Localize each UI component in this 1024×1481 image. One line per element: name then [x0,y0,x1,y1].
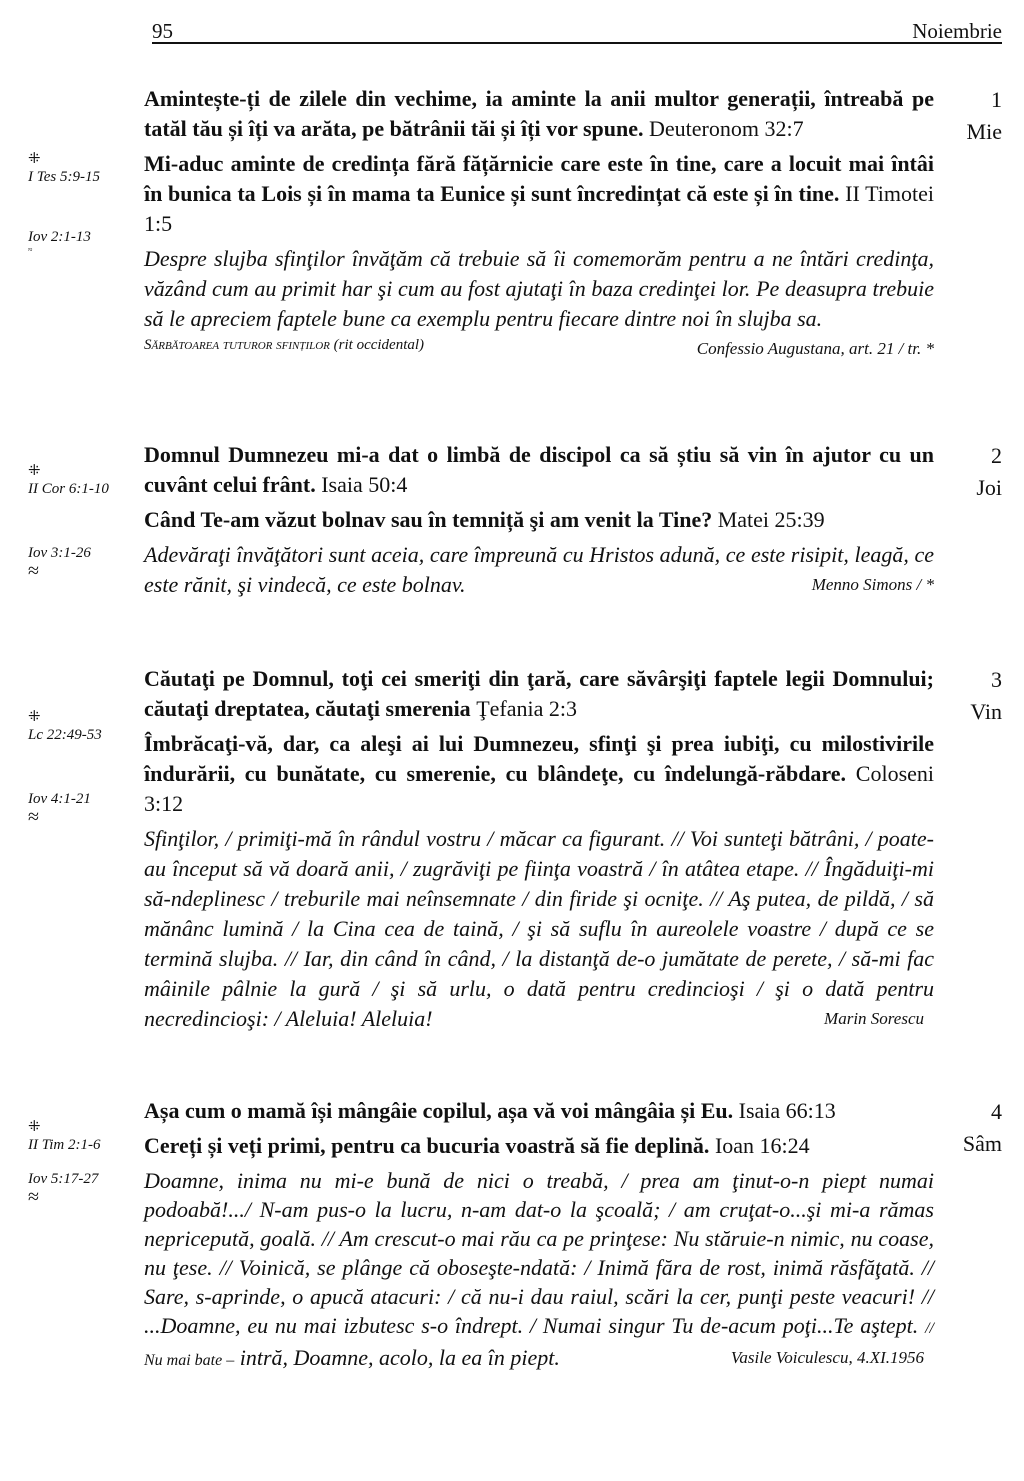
verse-source: Isaia 50:4 [321,472,408,497]
verse: Domnul Dumnezeu mi-a dat o limbă de discipol ca să știu să vin în ajutor cu un cuvânt celui frânt. Isaia 50:4 [144,442,934,497]
cross-icon: ⁜ [28,709,41,725]
approx-icon: ≈ [28,245,33,254]
verse: Cereți și veți primi, pentru ca bucuria voastră să fie deplină. Ioan 16:24 [144,1133,810,1158]
day-number: 4 [991,1099,1002,1124]
weekday: Joi [976,475,1002,500]
day-content [144,440,934,600]
side-readings [28,150,138,254]
verse-source: Coloseni 3:12 [144,761,935,816]
weekday: Mie [966,119,1002,144]
feast-label: Sărbătoarea tuturor sfinților (rit occidental) [144,337,425,353]
page-header [152,18,1002,44]
reading-ref: I Tes 5:9-15 [28,169,100,185]
verse-source: Deuteronom 32:7 [649,116,804,141]
verse-source: Ţefania 2:3 [476,696,577,721]
quote: Sfinţilor, / primiţi-mă în rândul vostru / măcar ca figurant. // Voi sunteţi bătrâni, / poate-au început să vă doară anii, / zugrăviţi pe fiinţa voastră / în atâtea etape. // Îngăduiţi-mi să-ndeplinesc / treburile mai neînsemnate / din firide şi ocniţe. // Aş putea, de pildă, / să mănânc lumină / la Cina cea de taină, / şi să suflu în aureolele voastre / după ce se termină slujba. // Iar, din când în când, / la distanţă de-o jumătate de perete, / să-mi fac mâinile pâlnie la gură / şi să urlu, o dată pentru credincioşi / şi o dată pentru necredincioşi: / Aleluia! Aleluia! Marin Sorescu [144,824,934,1034]
verse: Căutaţi pe Domnul, toţi cei smeriţi din ţară, care săvârşiţi faptele legii Domnului; căutaţi dreptatea, căutaţi smerenia Ţefania 2:3 [144,666,934,721]
approx-icon: ≈ [28,806,39,828]
page-number: 95 [152,19,173,43]
weekday: Vin [970,699,1002,724]
verse-source: II Timotei 1:5 [144,181,935,236]
quote: Doamne, inima nu mi-e bună de nici o treabă, / prea am ţinut-o-n piept numai podoabă!.../ N-am pus-o la lucru, n-am dat-o la şcoală; / am cruţat-o...şi mi-a rămas nepricepută, goală. // Am crescut-o mai rău ca pe prinţese: Nu stăruie-n nimic, nu coase, nu ţese. // Voinică, se plânge că oboseşte-ndată: / Inimă făra de rost, inimă răsfăţată. // Sare, s-aprinde, o apucă atacuri: / că nu-i dau raiul, scări la cer, punţi peste veacuri! // ...Doamne, eu nu mai izbutesc s-o îndrept. / Numai singur Tu de-acum poţi...Te aştept. // Nu mai bate – intră, Doamne, acolo, la ea în piept. Vasile Voiculescu, 4.XI.1956 [144,1168,934,1370]
day-content [144,1096,934,1375]
reading-ref: II Tim 2:1-6 [28,1137,101,1153]
approx-icon: ≈ [28,560,39,582]
cross-icon: ⁜ [28,463,41,479]
day-number: 3 [991,667,1002,692]
side-readings [28,1118,138,1206]
day-number: 1 [991,87,1002,112]
reading-ref: Iov 2:1-13 [28,229,91,245]
reading-ref: Iov 3:1-26 [28,545,91,561]
date-label [942,664,1002,728]
verse: Mi-aduc aminte de credința fără fățărnicie care este în tine, care a locuit mai întâi în bunica ta Lois și în mama ta Eunice și sunt încredințat că este și în tine. II Timotei 1:5 [144,151,935,236]
verse-source: Ioan 16:24 [714,1133,810,1158]
verse: Așa cum o mamă își mângâie copilul, așa vă voi mângâia și Eu. Isaia 66:13 [144,1098,836,1123]
cross-icon: ⁜ [28,151,41,167]
verse-source: Isaia 66:13 [738,1098,836,1123]
date-label [942,440,1002,504]
quote-author: Menno Simons / * [811,575,934,594]
quote-author: Confessio Augustana, art. 21 / tr. * [696,339,934,358]
reading-ref: Lc 22:49-53 [28,727,102,743]
reading-ref: Iov 4:1-21 [28,791,91,807]
verse: Amintește-ți de zilele din vechime, ia aminte la anii multor generații, întreabă pe tatăl tău și îți va arăta, pe bătrânii tăi și îți vor spune. Deuteronom 32:7 [144,86,934,141]
cross-icon: ⁜ [28,1119,41,1135]
month-title: Noiembrie [912,19,1002,43]
quote-author: Vasile Voiculescu, 4.XI.1956 [730,1348,924,1367]
verse: Când Te-am văzut bolnav sau în temniță şi am venit la Tine? Matei 25:39 [144,507,825,532]
day-content [144,84,934,364]
verse: Îmbrăcaţi-vă, dar, ca aleşi ai lui Dumnezeu, sfinţi şi prea iubiţi, cu milostivirile îndurării, cu bunătate, cu smerenie, cu blândeţe, cu îndelungă-răbdare. Coloseni 3:12 [144,731,935,816]
side-readings [28,462,138,580]
verse-source: Matei 25:39 [717,507,825,532]
day-number: 2 [991,443,1002,468]
date-label [942,84,1002,148]
quote-author: Marin Sorescu [824,1009,924,1028]
date-label [942,1096,1002,1160]
side-readings [28,708,138,826]
quote: Despre slujba sfinţilor învăţăm că trebuie să îi comemorăm pentru a ne întări credinţa, văzând cum au primit har şi cum au fost ajutaţi în baza credinţei lor. Pe deasupra trebuie să le apreciem faptele bune ca exemplu pentru fiecare dintre noi în slujba sa. Confessio Augustana, art. 21 / tr. * [144,244,934,334]
reading-ref: II Cor 6:1-10 [28,481,109,497]
day-content [144,664,934,1034]
reading-ref: Iov 5:17-27 [28,1171,99,1187]
weekday: Sâm [962,1131,1002,1156]
approx-icon: ≈ [28,1186,39,1208]
quote: Adevăraţi învăţători sunt aceia, care împreună cu Hristos adună, ce este risipit, leagă, ce este rănit, şi vindecă, ce este bolnav. Menno Simons / * [144,540,934,600]
